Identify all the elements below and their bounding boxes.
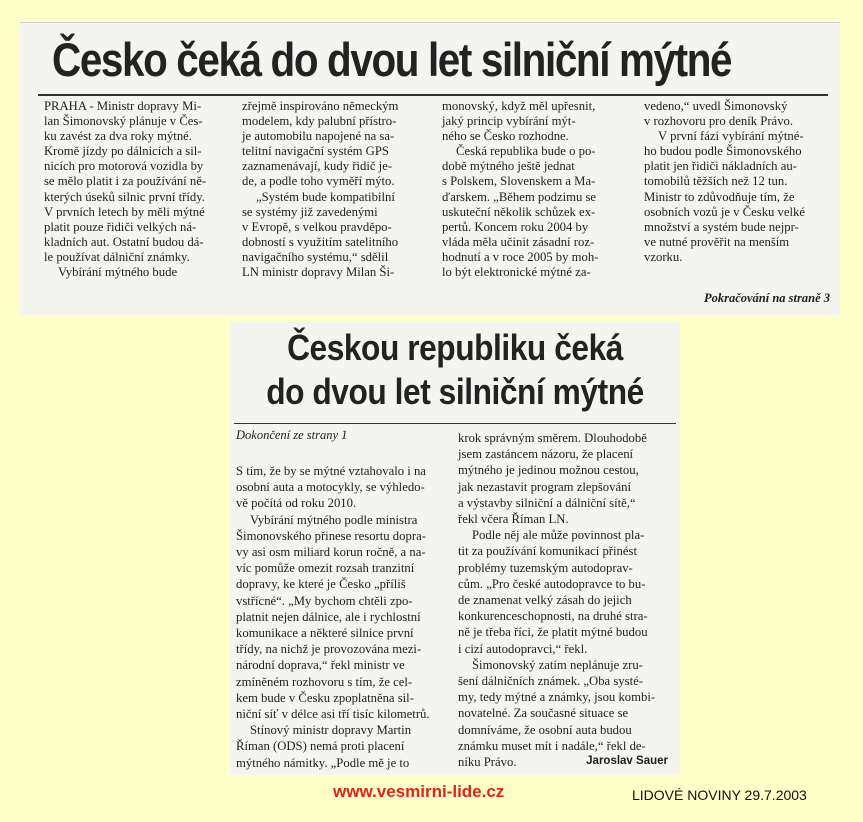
byline: Jaroslav Sauer [586, 755, 668, 767]
text-line: lan Šimonovský plánuje v Čes- [44, 114, 203, 129]
text-line: ďarskem. „Během podzimu se [442, 189, 597, 204]
text-line: jaký princip vybírání mýt- [442, 114, 576, 129]
headline-line-1: Českou republiku čeká [287, 327, 623, 368]
text-line: s Polskem, Slovenskem a Ma- [442, 174, 596, 189]
text-line: vy asi osm miliard korun ročně, a na- [236, 545, 426, 560]
article-clipping-bottom [230, 322, 680, 775]
text-line: a výstavby silniční a dálniční sítě,“ [458, 495, 636, 510]
text-line: se mělo platit i za používání ně- [44, 174, 207, 189]
continued-note: Pokračování na straně 3 [703, 291, 830, 305]
text-line: třídy, na nichž je provozována mezi- [236, 642, 422, 657]
text-line: množství a systém bude nejpr- [644, 219, 799, 234]
text-line: mýtného námitky. „Podle mě je to [236, 755, 410, 770]
text-line: niční síť v délce asi tří tisíc kilometrů. [236, 707, 430, 722]
text-line: tit za používání komunikací přinést [458, 544, 637, 559]
text-line: lo být elektronické mýtné za- [442, 265, 591, 280]
text-line: ve nutné prověřit na menším [644, 234, 790, 249]
text-line: zřejmě inspirováno německým [242, 99, 399, 113]
text-line: PRAHA - Ministr dopravy Mi- [44, 99, 202, 113]
text-line: víc pomůže omezit rozsah tranzitní [236, 561, 415, 576]
text-line: platit jen řidiči nákladních au- [644, 159, 797, 174]
text-line: Podle něj ale může povinnost pla- [472, 528, 645, 543]
text-line: Stínový ministr dopravy Martin [250, 723, 412, 738]
headline-rule-2 [234, 423, 676, 424]
text-line: V první fázi vybírání mýtné- [658, 129, 804, 144]
text-line: tomobilů těžších než 12 tun. [644, 174, 788, 189]
article1-column-4 [644, 99, 828, 265]
text-line: dobností s využitím satelitního [242, 234, 399, 249]
text-line: platnit nejen dálnice, ale i rychlostní [236, 609, 421, 624]
text-line: pertů. Koncem roku 2004 by [442, 219, 589, 234]
headline-main: Česko čeká do dvou let silniční mýtné [52, 33, 732, 86]
website-link[interactable]: www.vesmirni-lide.cz [333, 782, 505, 801]
text-line: i cizí autodopravci,“ řekl. [458, 641, 588, 656]
text-line: době mýtného ještě jednat [442, 159, 575, 174]
text-line: Ministr to zdůvodňuje tím, že [644, 189, 795, 204]
text-line: ho budou podle Šimonovského [644, 144, 802, 159]
text-line: S tím, že by se mýtné vztahovalo i na [236, 464, 426, 478]
text-line: „Systém bude kompatibilní [256, 189, 395, 204]
text-line: Česká republika bude o po- [456, 144, 596, 159]
text-line: mýtného je jedinou možnou cestou, [458, 463, 639, 478]
text-line: kem bude v Česku zpoplatněna sil- [236, 690, 414, 705]
text-line: jak nezastavit program zlepšování [458, 479, 631, 494]
article1-column-2 [242, 99, 428, 280]
text-line: de znamenat velký zásah do jejich [458, 593, 632, 608]
text-line: zmíněném rozhovoru s tím, že cel- [236, 674, 413, 689]
text-line: de, a podle toho vyměří mýto. [242, 174, 395, 189]
text-line: cům. „Pro české autodopravce to bu- [458, 576, 646, 591]
text-line: ku zavést za dva roky mýtné. [44, 129, 192, 144]
text-line: konkurenceschopnosti, na druhé stra- [458, 609, 648, 624]
text-line: novatelné. Za současné situace se [458, 706, 629, 721]
text-line: domníváme, že osobní auta budou [458, 722, 632, 737]
text-line: vstřícné“. „My bychom chtěli zpo- [236, 593, 413, 608]
text-line: v rozhovoru pro deník Právo. [644, 114, 794, 129]
text-line: navigačního systému,“ sdělil [242, 249, 389, 264]
text-line: je automobilu napojené na sa- [242, 129, 395, 144]
text-line: vláda měla učinit zásadní roz- [442, 234, 595, 249]
text-line: nicích pro motorová vozidla by [44, 159, 204, 174]
text-line: Šimonovského přinese resortu dopra- [236, 528, 426, 543]
text-line: komunikace a některé silnice první [236, 626, 414, 641]
text-line: osobní auta a motocykly, se výhledo- [236, 480, 425, 495]
text-line: monovský, když měl upřesnit, [442, 99, 596, 113]
text-line: vedeno,“ uvedl Šimonovský [644, 99, 788, 113]
text-line: hodnutí a v roce 2005 by moh- [442, 249, 599, 264]
text-line: se systémy již zavedenými [242, 204, 378, 219]
text-line: ně je třeba říci, že platit mýtné budou [458, 625, 648, 640]
text-line: kterých úseků silnic první třídy. [44, 189, 205, 204]
text-line: známku muset mít i nadále,“ řekl de- [458, 738, 646, 753]
text-line: národní doprava,“ řekl ministr ve [236, 658, 405, 673]
text-line: Říman (ODS) nemá proti placení [236, 739, 405, 754]
text-line: modelem, kdy palubní přístro- [242, 114, 397, 129]
text-line: telitní navigační systém GPS [242, 144, 389, 159]
text-line: Vybírání mýtného podle ministra [250, 512, 418, 527]
article2-column-2 [458, 430, 672, 770]
text-line: řekl včera Říman LN. [458, 512, 569, 527]
text-line: níku Právo. [458, 755, 517, 770]
text-line: V prvních letech by měli mýtné [44, 204, 205, 219]
article1-column-1 [44, 99, 228, 280]
text-line: Kromě jízdy po dálnicích a sil- [44, 144, 202, 159]
article2-column-1 [236, 463, 448, 771]
text-line: zaznamenávají, kudy řidič je- [242, 159, 393, 174]
text-line: osobních vozů je v Česku velké [644, 204, 806, 219]
text-line: dopravy, ke které je Česko „příliš [236, 577, 406, 592]
text-line: le používat dálniční známky. [44, 249, 190, 264]
text-line: jsem zastáncem názoru, že placení [458, 447, 634, 462]
headline-rule [38, 94, 828, 96]
text-line: LN ministr dopravy Milan Ši- [242, 265, 395, 280]
text-line: v Evropě, s velkou pravděpo- [242, 219, 392, 234]
text-line: problémy tuzemským autodoprav- [458, 560, 633, 575]
kicker-continued-from: Dokončení ze strany 1 [236, 428, 348, 442]
text-line: šení dálničních známek. „Oba systé- [458, 674, 643, 689]
text-line: kladních aut. Ostatní budou dá- [44, 234, 204, 249]
article-clipping-top [20, 22, 840, 315]
text-line: my, tedy mýtné a známky, jsou kombi- [458, 690, 656, 705]
text-line: vě počítá od roku 2010. [236, 496, 357, 511]
article1-column-3 [442, 99, 628, 280]
text-line: Vybírání mýtného bude [58, 265, 178, 280]
text-line: uskuteční několik schůzek ex- [442, 204, 596, 219]
text-line: krok správným směrem. Dlouhodobě [458, 431, 647, 445]
text-line: ného se Česko rozhodne. [442, 129, 569, 144]
text-line: Šimonovský zatím neplánuje zru- [472, 657, 643, 672]
text-line: vzorku. [644, 249, 683, 264]
headline-line-2: do dvou let silniční mýtné [266, 371, 644, 412]
headline-continuation [257, 326, 653, 414]
source-and-date: LIDOVÉ NOVINY 29.7.2003 [632, 787, 807, 803]
text-line: platit pouze řidiči velkých ná- [44, 219, 197, 234]
